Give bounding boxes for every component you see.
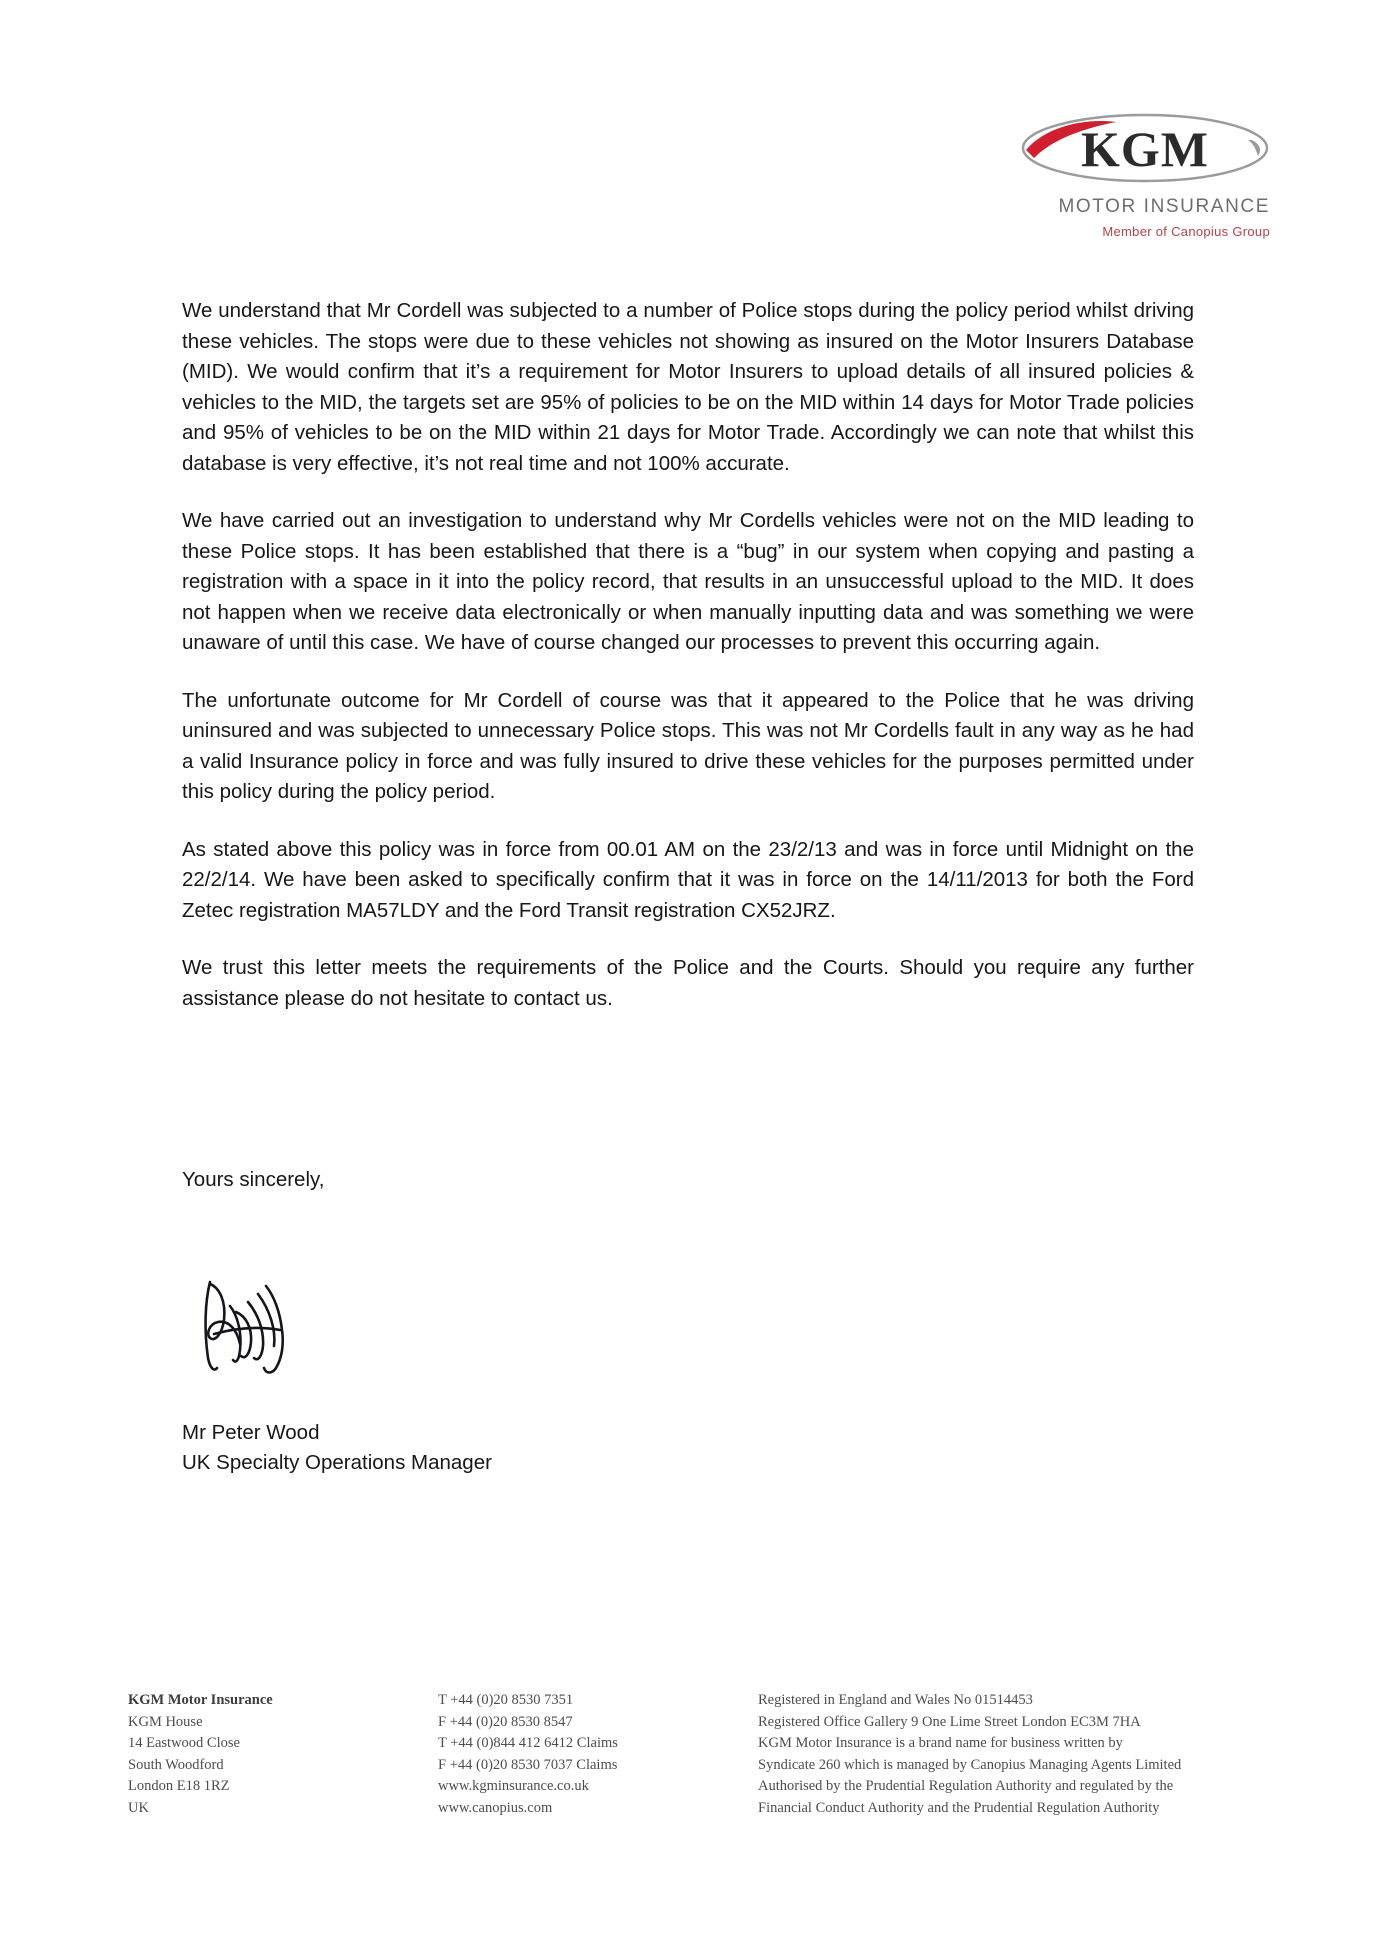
footer-contact-line: T +44 (0)844 412 6412 Claims — [438, 1735, 618, 1751]
footer-contact-column — [438, 1690, 758, 1819]
kgm-logo-icon — [1020, 110, 1270, 186]
paragraph-5: We trust this letter meets the requirements of the Police and the Courts. Should you require any further assistance please do not hesitate to contact us. — [182, 956, 1194, 1010]
paragraph-4: As stated above this policy was in force from 00.01 AM on the 23/2/13 and was in force until Midnight on the 22/2/14. We have been asked to specifically confirm that it was in force on the 14/11/2013 for both the Ford Zetec registration MA57LDY and the Ford Transit registration CX52JRZ. — [182, 837, 1194, 922]
footer-contact-line: T +44 (0)20 8530 7351 — [438, 1692, 574, 1708]
footer-legal-line: Authorised by the Prudential Regulation Authority and regulated by the — [758, 1778, 1174, 1794]
svg-text:KGM: KGM — [1081, 121, 1209, 177]
paragraph-3: The unfortunate outcome for Mr Cordell of course was that it appeared to the Police that he was driving uninsured and was subjected to unnecessary Police stops. This was not Mr Cordells fault in any way as he had a valid Insurance policy in force and was fully insured to drive these vehicles for the purposes permitted under this policy during the policy period. — [182, 688, 1194, 803]
footer-address-line: London E18 1RZ — [128, 1778, 230, 1794]
footer-address-column — [128, 1690, 438, 1819]
footer-address-line: South Woodford — [128, 1756, 224, 1773]
footer-legal-line: Registered in England and Wales No 01514453 — [758, 1692, 1033, 1708]
footer-address-line: UK — [128, 1799, 149, 1816]
signoff-block — [182, 1418, 492, 1478]
signature-image — [196, 1272, 326, 1382]
footer-legal-column — [758, 1690, 1270, 1819]
kgm-logo — [990, 110, 1270, 194]
footer-address-line: KGM House — [128, 1713, 203, 1730]
footer-legal-line: Syndicate 260 which is managed by Canopius Managing Agents Limited — [758, 1756, 1182, 1773]
footer-website-link[interactable]: www.canopius.com — [438, 1799, 553, 1816]
letter-body — [182, 296, 1194, 1014]
footer-legal-line: KGM Motor Insurance is a brand name for business written by — [758, 1735, 1123, 1751]
footer-address-line: 14 Eastwood Close — [128, 1735, 240, 1751]
footer-legal-line: Registered Office Gallery 9 One Lime Street London EC3M 7HA — [758, 1713, 1141, 1730]
signatory-name: Mr Peter Wood — [182, 1421, 320, 1444]
footer-address-line: KGM Motor Insurance — [128, 1692, 273, 1708]
footer-contact-line: F +44 (0)20 8530 7037 Claims — [438, 1756, 618, 1773]
closing-line: Yours sincerely, — [182, 1168, 325, 1191]
signatory-title: UK Specialty Operations Manager — [182, 1451, 492, 1474]
logo-subtitle: MOTOR INSURANCE — [1058, 196, 1270, 217]
letterhead — [990, 110, 1270, 239]
paragraph-1: We understand that Mr Cordell was subjected to a number of Police stops during the policy period whilst driving these vehicles. The stops were due to these vehicles not showing as insured on the Motor Insurers Database (MID). We would confirm that it’s a requirement for Motor Insurers to upload details of all insured policies & vehicles to the MID, the targets set are 95% of policies to be on the MID within 14 days for Motor Trade policies and 95% of vehicles to be on the MID within 21 days for Motor Trade. Accordingly we can note that whilst this database is very effective, it’s not real time and not 100% accurate. — [182, 299, 1194, 475]
footer-contact-line: F +44 (0)20 8530 8547 — [438, 1713, 573, 1730]
page-footer — [128, 1690, 1270, 1819]
paragraph-2: We have carried out an investigation to understand why Mr Cordells vehicles were not on the MID leading to these Police stops. It has been established that there is a “bug” in our system when copying and pasting a registration with a space in it into the policy record, that results in an unsuccessful upload to the MID. It does not happen when we receive data electronically or when manually inputting data and was something we were unaware of until this case. We have of course changed our processes to prevent this occurring again. — [182, 509, 1194, 654]
logo-member-line: Member of Canopius Group — [1102, 224, 1270, 239]
footer-website-link[interactable]: www.kgminsurance.co.uk — [438, 1778, 589, 1794]
footer-legal-line: Financial Conduct Authority and the Prudential Regulation Authority — [758, 1799, 1160, 1816]
